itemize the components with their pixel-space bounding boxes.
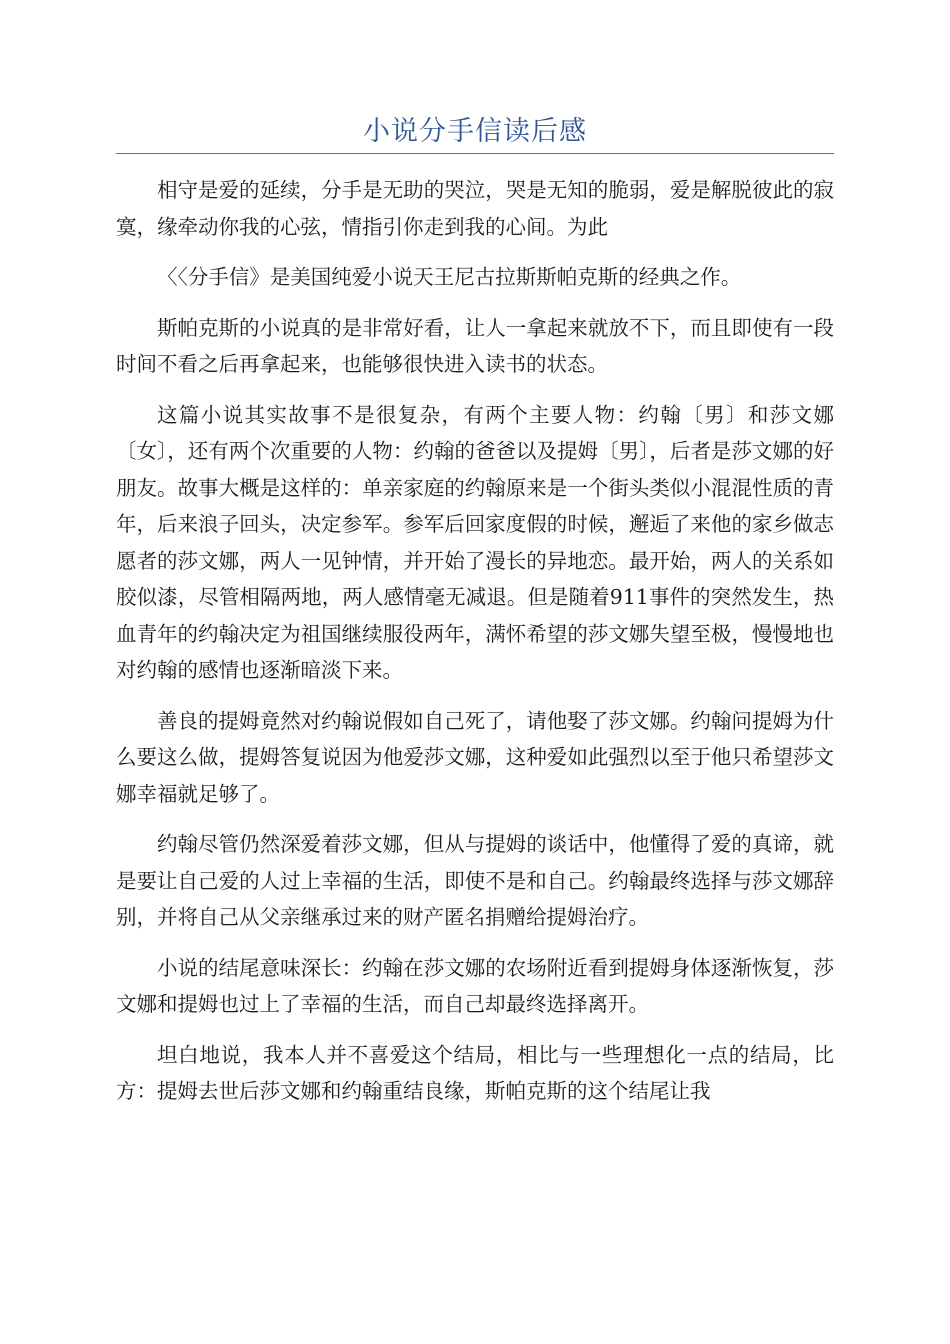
document-title: 小说分手信读后感 xyxy=(363,116,587,147)
paragraph: 斯帕克斯的小说真的是非常好看，让人一拿起来就放不下，而且即使有一段时间不看之后再拿起来，也能够很快进入读书的状态。 xyxy=(116,315,834,376)
paragraph: 坦白地说，我本人并不喜爱这个结局，相比与一些理想化一点的结局，比方：提姆去世后莎文娜和约翰重结良缘，斯帕克斯的这个结尾让我 xyxy=(116,1042,834,1103)
paragraph: 相守是爱的延续，分手是无助的哭泣，哭是无知的脆弱，爱是解脱彼此的寂寞，缘牵动你我的心弦，情指引你走到我的心间。为此 xyxy=(116,178,834,239)
paragraph: 约翰尽管仍然深爱着莎文娜，但从与提姆的谈话中，他懂得了爱的真谛，就是要让自己爱的人过上幸福的生活，即使不是和自己。约翰最终选择与莎文娜辞别，并将自己从父亲继承过来的财产匿名捐赠给提姆治疗。 xyxy=(116,832,834,929)
paragraph: 善良的提姆竟然对约翰说假如自己死了，请他娶了莎文娜。约翰问提姆为什么要这么做，提姆答复说因为他爱莎文娜，这种爱如此强烈以至于他只希望莎文娜幸福就足够了。 xyxy=(116,708,834,806)
paragraph: 这篇小说其实故事不是很复杂，有两个主要人物：约翰〔男〕和莎文娜〔女〕，还有两个次重要的人物：约翰的爸爸以及提姆〔男〕，后者是莎文娜的好朋友。故事大概是这样的：单亲家庭的约翰原来是一个街头类似小混混性质的青年，后来浪子回头，决定参军。参军后回家度假的时候，邂逅了来他的家乡做志愿者的莎文娜，两人一见钟情，并开始了漫长的异地恋。最开始，两人的关系如胶似漆，尽管相隔两地，两人感情毫无减退。但是随着911事件的突然发生，热血青年的约翰决定为祖国继续服役两年，满怀希望的莎文娜失望至极，慢慢地也对约翰的感情也逐渐暗淡下来。 xyxy=(116,402,834,682)
paragraph: 〈〈分手信》是美国纯爱小说天王尼古拉斯斯帕克斯的经典之作。 xyxy=(157,265,742,289)
title-underline xyxy=(116,153,834,154)
paragraph: 小说的结尾意味深长：约翰在莎文娜的农场附近看到提姆身体逐渐恢复，莎文娜和提姆也过上了幸福的生活，而自己却最终选择离开。 xyxy=(116,955,834,1016)
document-body xyxy=(116,172,834,1124)
